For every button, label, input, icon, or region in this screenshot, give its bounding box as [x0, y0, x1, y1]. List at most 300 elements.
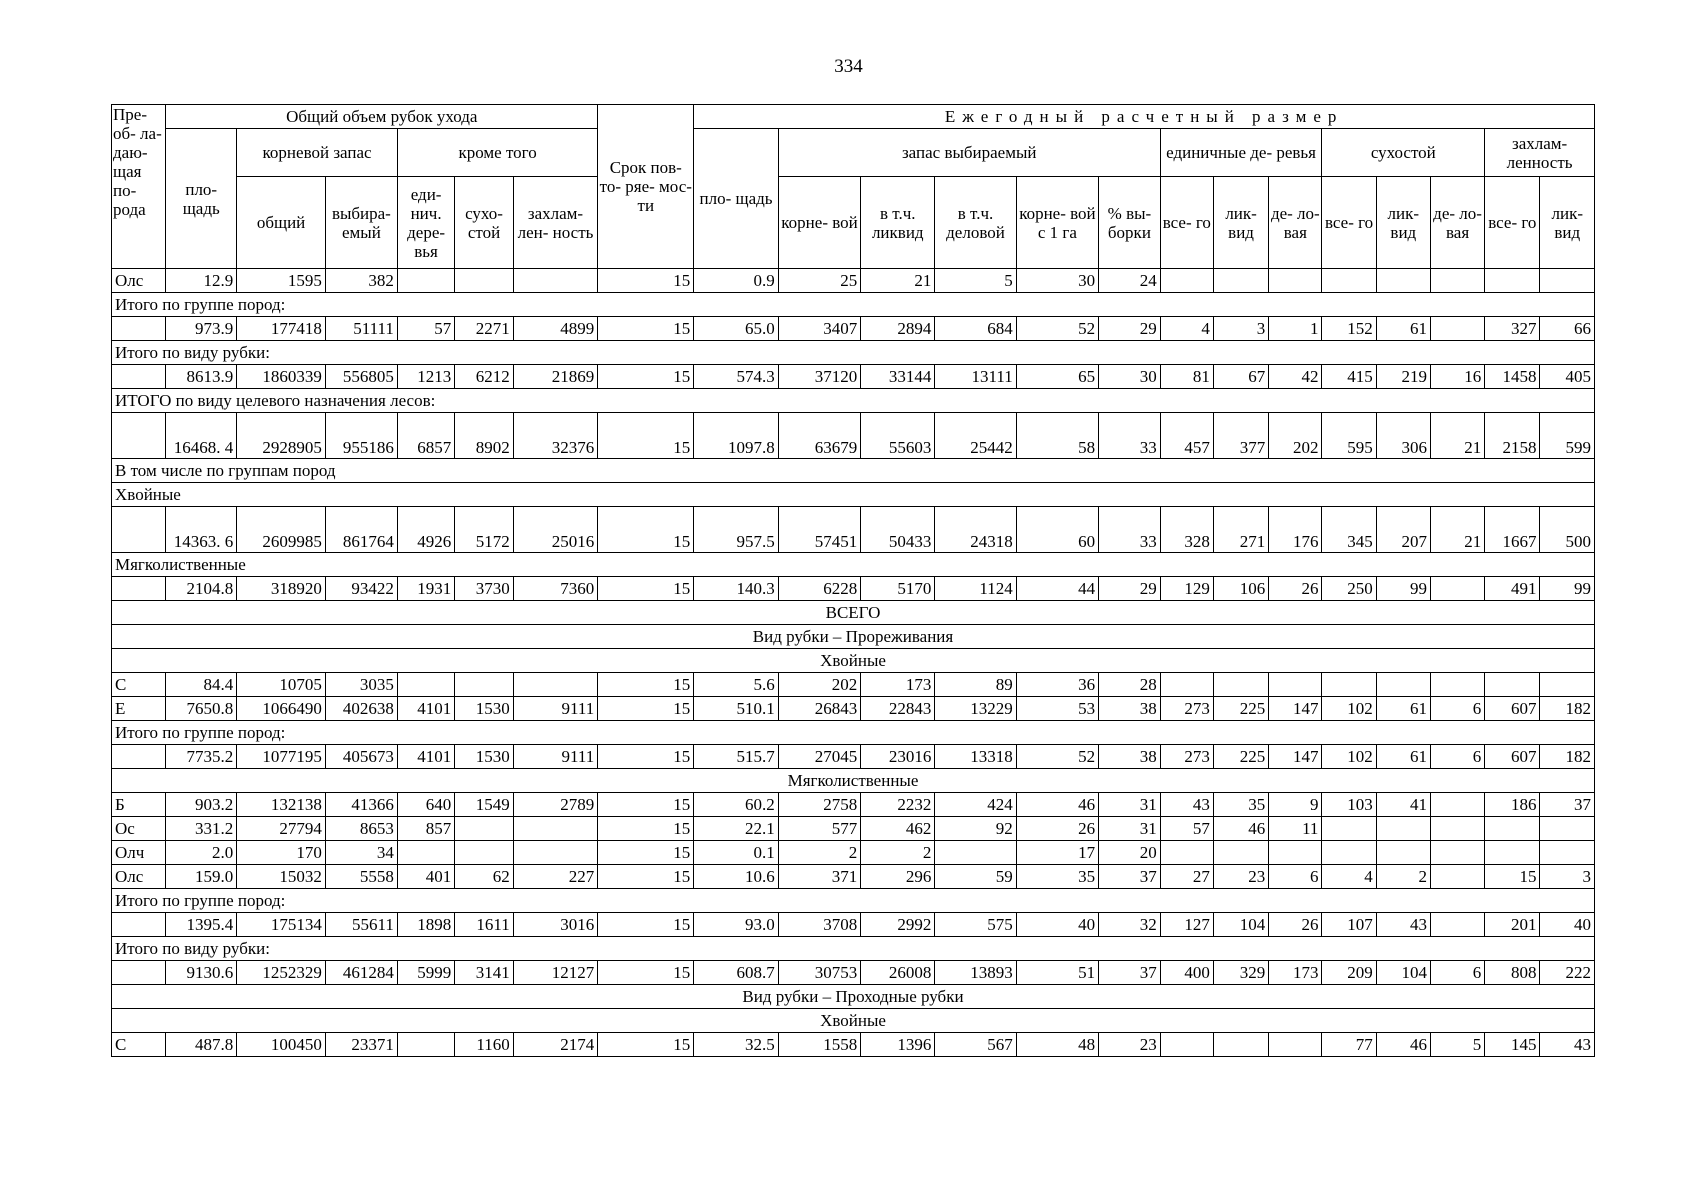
- value-cell: 15: [598, 697, 694, 721]
- value-cell: 222: [1540, 961, 1595, 985]
- value-cell: 973.9: [166, 317, 237, 341]
- value-cell: 207: [1376, 507, 1430, 553]
- forest-table: [111, 104, 1595, 1057]
- value-cell: 574.3: [694, 365, 779, 389]
- value-cell: 10.6: [694, 865, 779, 889]
- value-cell: 27: [1160, 865, 1213, 889]
- value-cell: 26: [1016, 817, 1098, 841]
- value-cell: 595: [1322, 413, 1376, 459]
- value-cell: [1322, 841, 1376, 865]
- value-cell: 23016: [861, 745, 935, 769]
- value-cell: [397, 673, 454, 697]
- value-cell: 15: [598, 865, 694, 889]
- value-cell: 5172: [455, 507, 513, 553]
- value-cell: [1540, 841, 1595, 865]
- section-label: Итого по виду рубки:: [112, 937, 1595, 961]
- value-cell: 27794: [237, 817, 326, 841]
- value-cell: 9: [1269, 793, 1322, 817]
- value-cell: 15: [598, 841, 694, 865]
- value-cell: 861764: [325, 507, 397, 553]
- value-cell: [397, 841, 454, 865]
- value-cell: 2758: [778, 793, 860, 817]
- value-cell: 65.0: [694, 317, 779, 341]
- value-cell: 140.3: [694, 577, 779, 601]
- value-cell: 32.5: [694, 1033, 779, 1057]
- value-cell: [1430, 817, 1484, 841]
- value-cell: 306: [1376, 413, 1430, 459]
- value-cell: 1124: [935, 577, 1016, 601]
- value-cell: 4101: [397, 745, 454, 769]
- value-cell: [513, 817, 598, 841]
- value-cell: 33144: [861, 365, 935, 389]
- value-cell: 400: [1160, 961, 1213, 985]
- col-annual: Ежегодный расчетный размер: [694, 105, 1595, 129]
- value-cell: 26: [1269, 577, 1322, 601]
- value-cell: [1213, 841, 1268, 865]
- value-cell: 41: [1376, 793, 1430, 817]
- value-cell: 2: [861, 841, 935, 865]
- value-cell: 26843: [778, 697, 860, 721]
- value-cell: 1558: [778, 1033, 860, 1057]
- table-row: [112, 745, 1595, 769]
- value-cell: 44: [1016, 577, 1098, 601]
- value-cell: [1430, 269, 1484, 293]
- value-cell: 170: [237, 841, 326, 865]
- value-cell: 15: [598, 817, 694, 841]
- species-cell: Ос: [112, 817, 166, 841]
- value-cell: 5170: [861, 577, 935, 601]
- table-row: [112, 793, 1595, 817]
- value-cell: 15: [598, 507, 694, 553]
- col-selected: выбира- емый: [325, 177, 397, 269]
- value-cell: 1160: [455, 1033, 513, 1057]
- col-incl-liquid: в т.ч. ликвид: [861, 177, 935, 269]
- table-header: [112, 105, 1595, 269]
- table-body: [112, 269, 1595, 1057]
- value-cell: 147: [1269, 697, 1322, 721]
- value-cell: 29: [1099, 317, 1161, 341]
- value-cell: 371: [778, 865, 860, 889]
- value-cell: 202: [778, 673, 860, 697]
- value-cell: 62: [455, 865, 513, 889]
- value-cell: 227: [513, 865, 598, 889]
- value-cell: 2894: [861, 317, 935, 341]
- value-cell: 92: [935, 817, 1016, 841]
- value-cell: 2: [1376, 865, 1430, 889]
- col-single-trees: единичные де- ревья: [1160, 129, 1322, 177]
- value-cell: 405673: [325, 745, 397, 769]
- value-cell: 129: [1160, 577, 1213, 601]
- value-cell: 3730: [455, 577, 513, 601]
- value-cell: 51111: [325, 317, 397, 341]
- value-cell: 567: [935, 1033, 1016, 1057]
- value-cell: 25: [778, 269, 860, 293]
- value-cell: 3708: [778, 913, 860, 937]
- value-cell: [1430, 793, 1484, 817]
- value-cell: [1430, 577, 1484, 601]
- value-cell: 684: [935, 317, 1016, 341]
- value-cell: 93422: [325, 577, 397, 601]
- value-cell: 8902: [455, 413, 513, 459]
- col-root-stock: корневой запас: [237, 129, 398, 177]
- value-cell: 1077195: [237, 745, 326, 769]
- col-stock-selected: запас выбираемый: [778, 129, 1160, 177]
- section-row: [112, 389, 1595, 413]
- value-cell: [1160, 673, 1213, 697]
- value-cell: 382: [325, 269, 397, 293]
- value-cell: 55611: [325, 913, 397, 937]
- table-row: [112, 1033, 1595, 1057]
- col-incl-business: в т.ч. деловой: [935, 177, 1016, 269]
- value-cell: 25016: [513, 507, 598, 553]
- value-cell: 2789: [513, 793, 598, 817]
- table-row: [112, 865, 1595, 889]
- group-heading-row: [112, 985, 1595, 1009]
- value-cell: 102: [1322, 697, 1376, 721]
- value-cell: 577: [778, 817, 860, 841]
- value-cell: 11: [1269, 817, 1322, 841]
- value-cell: 14363. 6: [166, 507, 237, 553]
- value-cell: 0.9: [694, 269, 779, 293]
- value-cell: [1376, 673, 1430, 697]
- value-cell: 104: [1213, 913, 1268, 937]
- value-cell: 43: [1160, 793, 1213, 817]
- value-cell: 3407: [778, 317, 860, 341]
- species-cell: Е: [112, 697, 166, 721]
- col-dw-liquid: лик- вид: [1376, 177, 1430, 269]
- value-cell: 152: [1322, 317, 1376, 341]
- value-cell: 271: [1213, 507, 1268, 553]
- value-cell: 13318: [935, 745, 1016, 769]
- section-row: [112, 459, 1595, 483]
- value-cell: 84.4: [166, 673, 237, 697]
- col-litter: захлам- ленность: [1485, 129, 1595, 177]
- group-heading-row: [112, 625, 1595, 649]
- value-cell: 2609985: [237, 507, 326, 553]
- value-cell: [1430, 317, 1484, 341]
- value-cell: [1322, 817, 1376, 841]
- section-row: [112, 889, 1595, 913]
- value-cell: 15032: [237, 865, 326, 889]
- value-cell: [1160, 269, 1213, 293]
- value-cell: 607: [1485, 745, 1540, 769]
- value-cell: 22843: [861, 697, 935, 721]
- value-cell: 225: [1213, 697, 1268, 721]
- value-cell: 23371: [325, 1033, 397, 1057]
- value-cell: 13111: [935, 365, 1016, 389]
- value-cell: 3035: [325, 673, 397, 697]
- value-cell: 608.7: [694, 961, 779, 985]
- value-cell: 60: [1016, 507, 1098, 553]
- value-cell: 491: [1485, 577, 1540, 601]
- value-cell: 61: [1376, 317, 1430, 341]
- value-cell: 318920: [237, 577, 326, 601]
- table-row: [112, 841, 1595, 865]
- value-cell: 40: [1016, 913, 1098, 937]
- value-cell: 52: [1016, 317, 1098, 341]
- table-row: [112, 961, 1595, 985]
- value-cell: 48: [1016, 1033, 1098, 1057]
- value-cell: 8653: [325, 817, 397, 841]
- value-cell: 1458: [1485, 365, 1540, 389]
- value-cell: 2928905: [237, 413, 326, 459]
- value-cell: [455, 817, 513, 841]
- value-cell: 127: [1160, 913, 1213, 937]
- value-cell: 1667: [1485, 507, 1540, 553]
- value-cell: 328: [1160, 507, 1213, 553]
- col-general: общий: [237, 177, 326, 269]
- value-cell: 15: [598, 1033, 694, 1057]
- value-cell: 6212: [455, 365, 513, 389]
- value-cell: 461284: [325, 961, 397, 985]
- value-cell: 209: [1322, 961, 1376, 985]
- value-cell: [1269, 841, 1322, 865]
- value-cell: 30753: [778, 961, 860, 985]
- value-cell: 1860339: [237, 365, 326, 389]
- value-cell: 25442: [935, 413, 1016, 459]
- value-cell: [1485, 817, 1540, 841]
- value-cell: [1269, 673, 1322, 697]
- value-cell: [1540, 817, 1595, 841]
- value-cell: [1213, 269, 1268, 293]
- value-cell: 42: [1269, 365, 1322, 389]
- value-cell: 402638: [325, 697, 397, 721]
- col-lt-total: все- го: [1485, 177, 1540, 269]
- value-cell: 46: [1016, 793, 1098, 817]
- table-row: [112, 507, 1595, 553]
- col-total-volume: Общий объем рубок ухода: [166, 105, 598, 129]
- value-cell: 52: [1016, 745, 1098, 769]
- value-cell: 57: [397, 317, 454, 341]
- group-heading-row: [112, 1009, 1595, 1033]
- value-cell: 182: [1540, 697, 1595, 721]
- value-cell: [1430, 673, 1484, 697]
- value-cell: [397, 1033, 454, 1057]
- value-cell: 296: [861, 865, 935, 889]
- value-cell: 1396: [861, 1033, 935, 1057]
- value-cell: 46: [1376, 1033, 1430, 1057]
- value-cell: [1376, 841, 1430, 865]
- value-cell: 575: [935, 913, 1016, 937]
- value-cell: [935, 841, 1016, 865]
- value-cell: 16468. 4: [166, 413, 237, 459]
- value-cell: [1322, 269, 1376, 293]
- value-cell: 21: [1430, 413, 1484, 459]
- value-cell: 9111: [513, 745, 598, 769]
- species-cell: [112, 413, 166, 459]
- value-cell: 33: [1099, 507, 1161, 553]
- value-cell: 903.2: [166, 793, 237, 817]
- value-cell: 250: [1322, 577, 1376, 601]
- value-cell: 401: [397, 865, 454, 889]
- value-cell: 20: [1099, 841, 1161, 865]
- value-cell: [513, 269, 598, 293]
- value-cell: 219: [1376, 365, 1430, 389]
- group-heading: Вид рубки – Проходные рубки: [112, 985, 1595, 1009]
- value-cell: 345: [1322, 507, 1376, 553]
- value-cell: 32376: [513, 413, 598, 459]
- section-label: ИТОГО по виду целевого назначения лесов:: [112, 389, 1595, 413]
- value-cell: 35: [1016, 865, 1098, 889]
- value-cell: [1269, 269, 1322, 293]
- value-cell: 1395.4: [166, 913, 237, 937]
- col-rotation: Срок пов- то- ряе- мос- ти: [598, 105, 694, 269]
- value-cell: 186: [1485, 793, 1540, 817]
- value-cell: 9130.6: [166, 961, 237, 985]
- value-cell: 61: [1376, 745, 1430, 769]
- value-cell: 7650.8: [166, 697, 237, 721]
- value-cell: [397, 269, 454, 293]
- value-cell: [455, 269, 513, 293]
- value-cell: [455, 841, 513, 865]
- value-cell: 38: [1099, 745, 1161, 769]
- value-cell: 173: [861, 673, 935, 697]
- value-cell: 104: [1376, 961, 1430, 985]
- value-cell: 6228: [778, 577, 860, 601]
- value-cell: 13893: [935, 961, 1016, 985]
- value-cell: 182: [1540, 745, 1595, 769]
- group-heading-row: [112, 601, 1595, 625]
- value-cell: 147: [1269, 745, 1322, 769]
- value-cell: 1611: [455, 913, 513, 937]
- value-cell: 58: [1016, 413, 1098, 459]
- section-label: Итого по группе пород:: [112, 293, 1595, 317]
- value-cell: 1931: [397, 577, 454, 601]
- section-row: [112, 553, 1595, 577]
- value-cell: 37120: [778, 365, 860, 389]
- value-cell: 21: [861, 269, 935, 293]
- value-cell: 9111: [513, 697, 598, 721]
- value-cell: 15: [598, 961, 694, 985]
- value-cell: 4: [1322, 865, 1376, 889]
- value-cell: 132138: [237, 793, 326, 817]
- value-cell: 225: [1213, 745, 1268, 769]
- value-cell: 29: [1099, 577, 1161, 601]
- species-cell: С: [112, 1033, 166, 1057]
- value-cell: 53: [1016, 697, 1098, 721]
- value-cell: 202: [1269, 413, 1322, 459]
- col-deadwood: сухостой: [1322, 129, 1485, 177]
- value-cell: 31: [1099, 793, 1161, 817]
- species-cell: Олч: [112, 841, 166, 865]
- value-cell: 3: [1213, 317, 1268, 341]
- value-cell: 66: [1540, 317, 1595, 341]
- species-cell: [112, 913, 166, 937]
- section-label: Хвойные: [112, 483, 1595, 507]
- value-cell: 15: [598, 577, 694, 601]
- value-cell: [1485, 841, 1540, 865]
- section-label: Итого по виду рубки:: [112, 341, 1595, 365]
- group-heading-row: [112, 649, 1595, 673]
- value-cell: 6: [1430, 697, 1484, 721]
- col-st-total: все- го: [1160, 177, 1213, 269]
- value-cell: 3016: [513, 913, 598, 937]
- col-st-business: де- ло- вая: [1269, 177, 1322, 269]
- table-row: [112, 269, 1595, 293]
- value-cell: [1540, 673, 1595, 697]
- value-cell: 15: [598, 745, 694, 769]
- value-cell: [513, 841, 598, 865]
- table-row: [112, 673, 1595, 697]
- group-heading: ВСЕГО: [112, 601, 1595, 625]
- value-cell: 59: [935, 865, 1016, 889]
- value-cell: 15: [598, 673, 694, 697]
- value-cell: 103: [1322, 793, 1376, 817]
- group-heading: Вид рубки – Прореживания: [112, 625, 1595, 649]
- value-cell: 176: [1269, 507, 1322, 553]
- value-cell: 377: [1213, 413, 1268, 459]
- value-cell: [1213, 673, 1268, 697]
- value-cell: 159.0: [166, 865, 237, 889]
- value-cell: 0.1: [694, 841, 779, 865]
- value-cell: 24318: [935, 507, 1016, 553]
- value-cell: 327: [1485, 317, 1540, 341]
- value-cell: 6: [1430, 961, 1484, 985]
- value-cell: 15: [598, 413, 694, 459]
- value-cell: 46: [1213, 817, 1268, 841]
- value-cell: 857: [397, 817, 454, 841]
- value-cell: 30: [1099, 365, 1161, 389]
- value-cell: 1595: [237, 269, 326, 293]
- value-cell: 500: [1540, 507, 1595, 553]
- species-cell: [112, 577, 166, 601]
- value-cell: 1097.8: [694, 413, 779, 459]
- value-cell: [1160, 1033, 1213, 1057]
- value-cell: [1269, 1033, 1322, 1057]
- value-cell: 89: [935, 673, 1016, 697]
- value-cell: 93.0: [694, 913, 779, 937]
- value-cell: 177418: [237, 317, 326, 341]
- species-cell: Олс: [112, 269, 166, 293]
- value-cell: 77: [1322, 1033, 1376, 1057]
- value-cell: 808: [1485, 961, 1540, 985]
- value-cell: 17: [1016, 841, 1098, 865]
- value-cell: [1540, 269, 1595, 293]
- value-cell: [1376, 817, 1430, 841]
- value-cell: 4899: [513, 317, 598, 341]
- value-cell: 65: [1016, 365, 1098, 389]
- value-cell: 55603: [861, 413, 935, 459]
- species-cell: [112, 365, 166, 389]
- value-cell: [1430, 841, 1484, 865]
- value-cell: 599: [1540, 413, 1595, 459]
- value-cell: 27045: [778, 745, 860, 769]
- value-cell: 23: [1213, 865, 1268, 889]
- col-dw-business: де- ло- вая: [1430, 177, 1484, 269]
- value-cell: 37: [1540, 793, 1595, 817]
- value-cell: 35: [1213, 793, 1268, 817]
- value-cell: 2.0: [166, 841, 237, 865]
- value-cell: 38: [1099, 697, 1161, 721]
- value-cell: 6857: [397, 413, 454, 459]
- col-litter2: захлам- лен- ность: [513, 177, 598, 269]
- col-area2: пло- щадь: [694, 129, 779, 269]
- value-cell: 81: [1160, 365, 1213, 389]
- value-cell: 462: [861, 817, 935, 841]
- value-cell: 2232: [861, 793, 935, 817]
- value-cell: 16: [1430, 365, 1484, 389]
- species-cell: [112, 745, 166, 769]
- value-cell: 15: [598, 317, 694, 341]
- value-cell: 2174: [513, 1033, 598, 1057]
- value-cell: 15: [598, 365, 694, 389]
- section-row: [112, 483, 1595, 507]
- value-cell: 32: [1099, 913, 1161, 937]
- page-number: 334: [834, 56, 863, 77]
- section-label: Итого по группе пород:: [112, 721, 1595, 745]
- section-row: [112, 341, 1595, 365]
- value-cell: 1: [1269, 317, 1322, 341]
